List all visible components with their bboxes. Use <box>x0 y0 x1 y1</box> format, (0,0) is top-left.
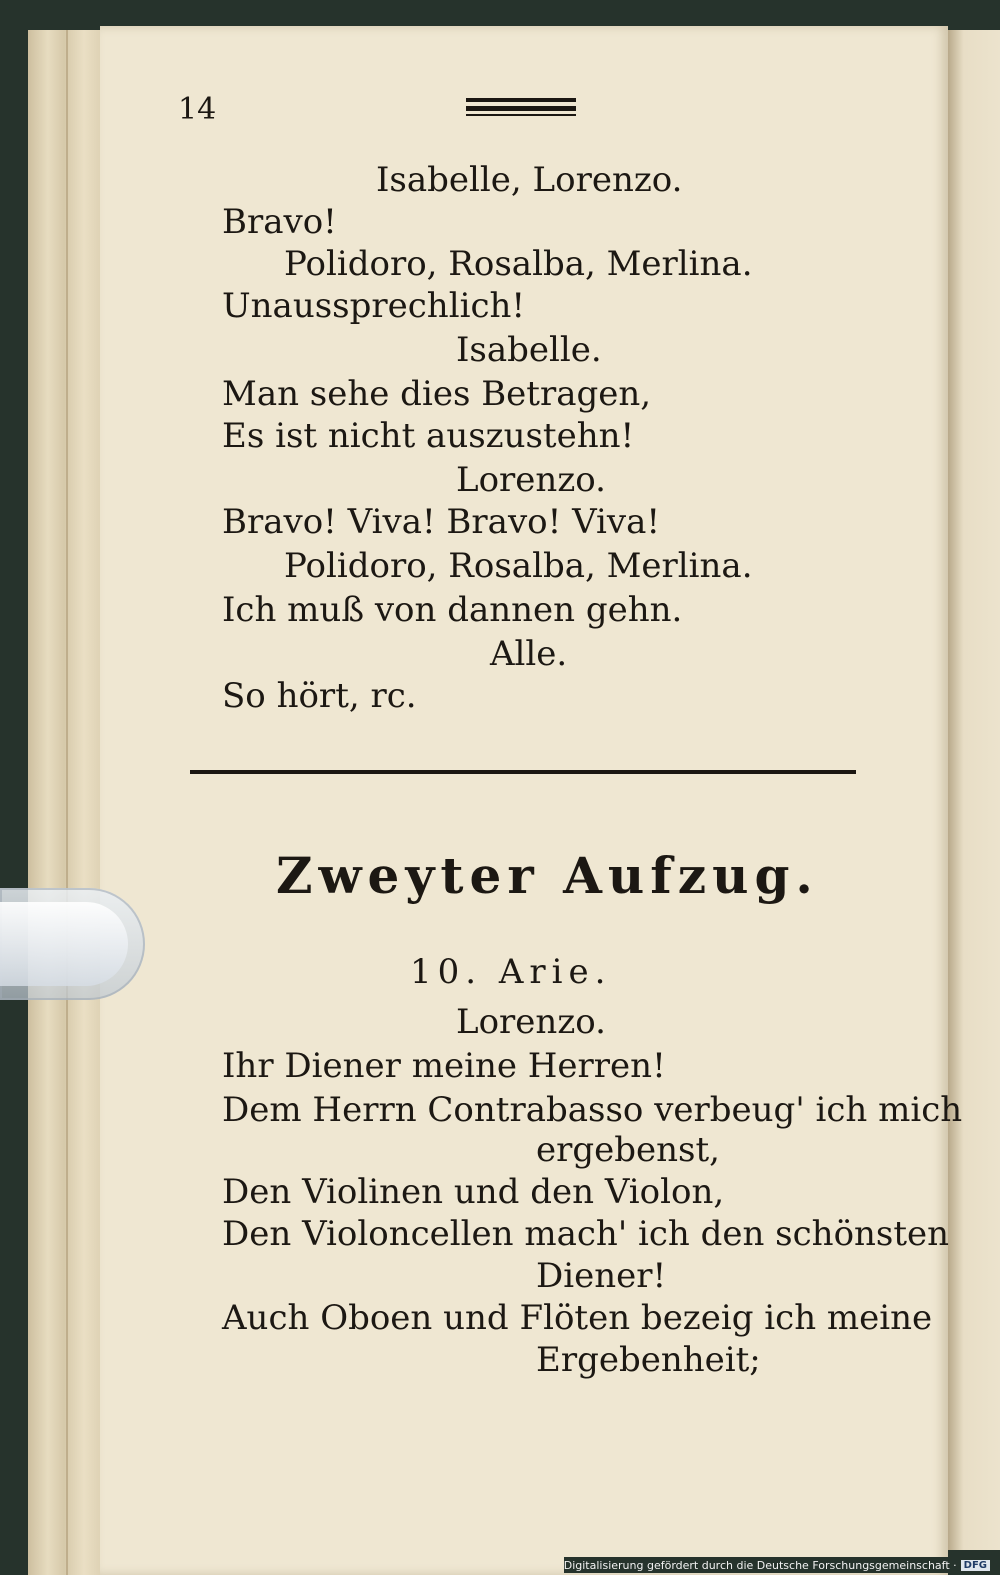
verse-line: Unaussprechlich! <box>222 286 526 326</box>
verse-line: Ergebenheit; <box>536 1340 761 1380</box>
funding-text: Digitalisierung gefördert durch die Deutsche Forschungsgemeinschaft · <box>563 1558 957 1572</box>
verse-line: Den Violoncellen mach' ich den schönsten <box>222 1214 950 1254</box>
verse-line: Den Violinen und den Violon, <box>222 1172 725 1212</box>
verse-line: Bravo! Viva! Bravo! Viva! <box>222 502 661 542</box>
section-rule <box>190 770 856 774</box>
verse-line: Man sehe dies Betragen, <box>222 374 652 414</box>
dfg-logo: DFG <box>961 1560 990 1571</box>
verse-line: ergebenst, <box>536 1130 720 1170</box>
aria-heading: 10. Arie. <box>410 952 612 992</box>
speaker-line: Isabelle, Lorenzo. <box>376 160 683 200</box>
speaker-line: Isabelle. <box>456 330 602 370</box>
page-stack-edge <box>28 30 108 1575</box>
verse-line: Ich muß von dannen gehn. <box>222 590 683 630</box>
verse-line: Bravo! <box>222 202 337 242</box>
verse-line: Auch Oboen und Flöten bezeig ich meine <box>222 1298 933 1338</box>
speaker-line: Polidoro, Rosalba, Merlina. <box>284 244 753 284</box>
verse-line: Diener! <box>536 1256 667 1296</box>
verse-line: Ihr Diener meine Herren! <box>222 1046 666 1086</box>
header-ornament <box>466 96 576 118</box>
speaker-line: Lorenzo. <box>456 460 606 500</box>
speaker-line: Polidoro, Rosalba, Merlina. <box>284 546 753 586</box>
speaker-line: Alle. <box>490 634 568 674</box>
verse-line: Dem Herrn Contrabasso verbeug' ich mich <box>222 1090 963 1130</box>
act-heading: Zweyter Aufzug. <box>276 846 819 905</box>
speaker-line: Lorenzo. <box>456 1002 606 1042</box>
page-clip <box>0 888 145 1000</box>
page-number: 14 <box>178 92 217 127</box>
verse-line: So hört, rc. <box>222 676 417 716</box>
funding-footer <box>564 1557 990 1573</box>
verse-line: Es ist nicht auszustehn! <box>222 416 635 456</box>
facing-page-edge <box>948 30 1000 1550</box>
